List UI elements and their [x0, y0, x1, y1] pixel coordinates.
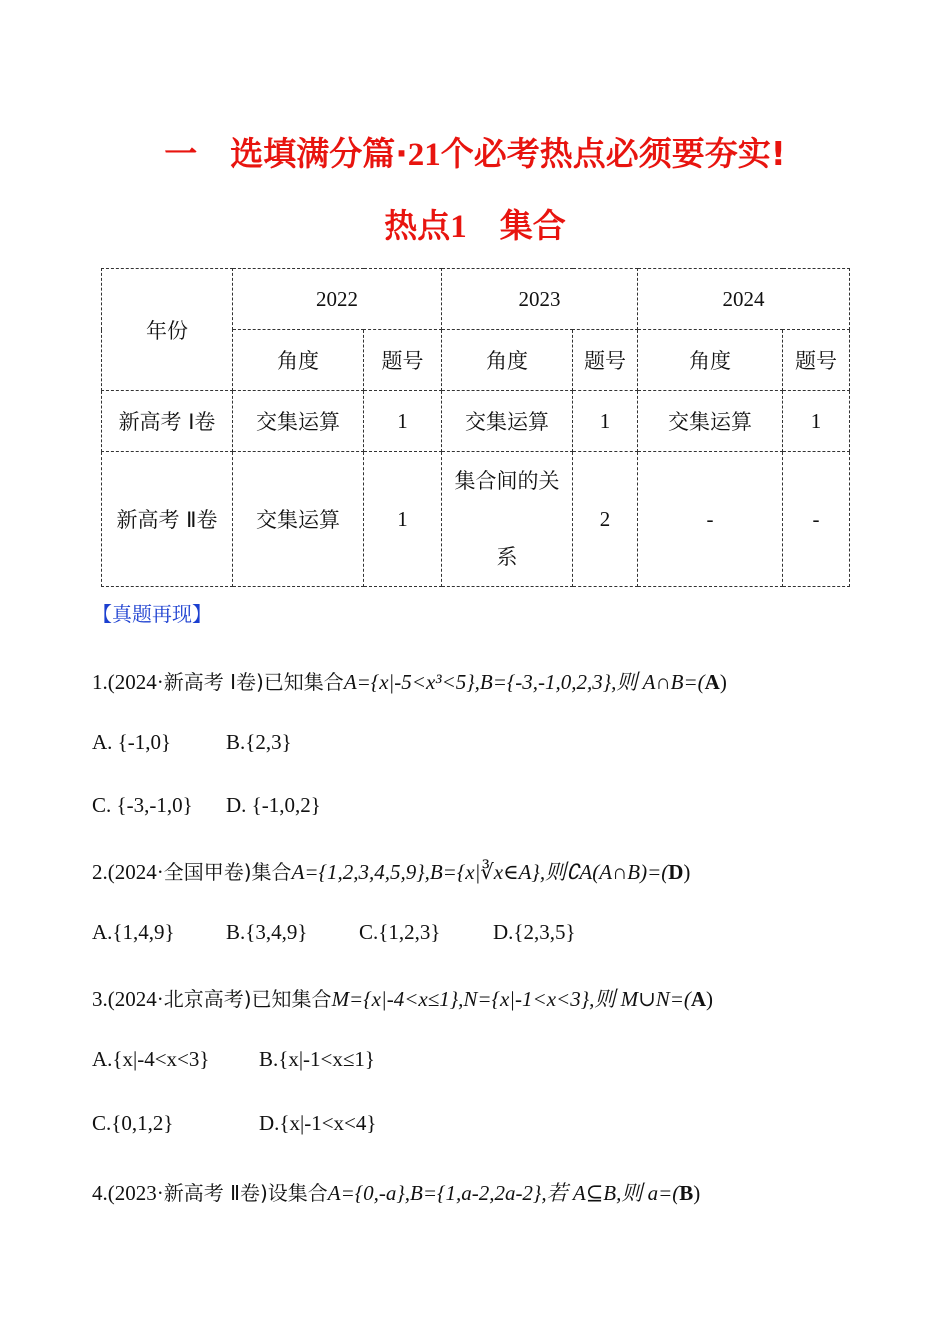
section-heading: 【真题再现】 [92, 602, 212, 626]
question-1: 1.(2024·新高考 Ⅰ卷)已知集合A={x|-5<x³<5},B={-3,-1,0,2,3},则 A∩B=(A) [92, 670, 727, 694]
option-b[interactable]: B.{2,3} [226, 730, 292, 754]
option-a[interactable]: A.{x|-4<x<3} [92, 1047, 210, 1071]
question-2: 2.(2024·全国甲卷)集合A={1,2,3,4,5,9},B={x|∛x∈A},则∁A(A∩B)=(D) [92, 860, 691, 884]
option-c[interactable]: C. {-3,-1,0} [92, 793, 193, 817]
table-cell: 交集运算 [442, 391, 573, 452]
table-cell: 1 [573, 391, 638, 452]
table-cell: - [638, 452, 783, 587]
row-label: 新高考 Ⅰ卷 [102, 391, 233, 452]
qnum-header: 题号 [573, 330, 638, 391]
angle-header: 角度 [233, 330, 364, 391]
option-c[interactable]: C.{0,1,2} [92, 1111, 174, 1135]
option-a[interactable]: A. {-1,0} [92, 730, 172, 754]
option-d[interactable]: D.{2,3,5} [493, 920, 576, 944]
option-d[interactable]: D.{x|-1<x<4} [259, 1111, 377, 1135]
exam-summary-table [101, 268, 850, 587]
angle-header: 角度 [638, 330, 783, 391]
angle-header: 角度 [442, 330, 573, 391]
table-cell: 2 [573, 452, 638, 587]
table-cell: 集合间的关 系 [442, 452, 573, 587]
qnum-header: 题号 [783, 330, 850, 391]
qnum-header: 题号 [364, 330, 442, 391]
table-cell: 交集运算 [638, 391, 783, 452]
question-4: 4.(2023·新高考 Ⅱ卷)设集合A={0,-a},B={1,a-2,2a-2},若 A⊆B,则 a=(B) [92, 1181, 701, 1205]
table-cell: - [783, 452, 850, 587]
hotspot-title: 热点1 集合 [384, 206, 566, 245]
table-row [102, 452, 850, 587]
question-3: 3.(2024·北京高考)已知集合M={x|-4<x≤1},N={x|-1<x<3},则 M∪N=(A) [92, 987, 714, 1011]
year-header: 年份 [102, 269, 233, 391]
year-2022: 2022 [233, 269, 442, 330]
table-cell: 交集运算 [233, 391, 364, 452]
year-2023: 2023 [442, 269, 638, 330]
option-b[interactable]: B.{3,4,9} [226, 920, 308, 944]
option-d[interactable]: D. {-1,0,2} [226, 793, 321, 817]
table-cell: 1 [364, 391, 442, 452]
row-label: 新高考 Ⅱ卷 [102, 452, 233, 587]
option-b[interactable]: B.{x|-1<x≤1} [259, 1047, 375, 1071]
table-cell: 交集运算 [233, 452, 364, 587]
table-cell: 1 [783, 391, 850, 452]
option-a[interactable]: A.{1,4,9} [92, 920, 175, 944]
table-cell: 1 [364, 452, 442, 587]
table-row [102, 391, 850, 452]
option-c[interactable]: C.{1,2,3} [359, 920, 441, 944]
year-2024: 2024 [638, 269, 850, 330]
chapter-title: 一 选填满分篇·21个必考热点必须要夯实! [164, 134, 786, 173]
